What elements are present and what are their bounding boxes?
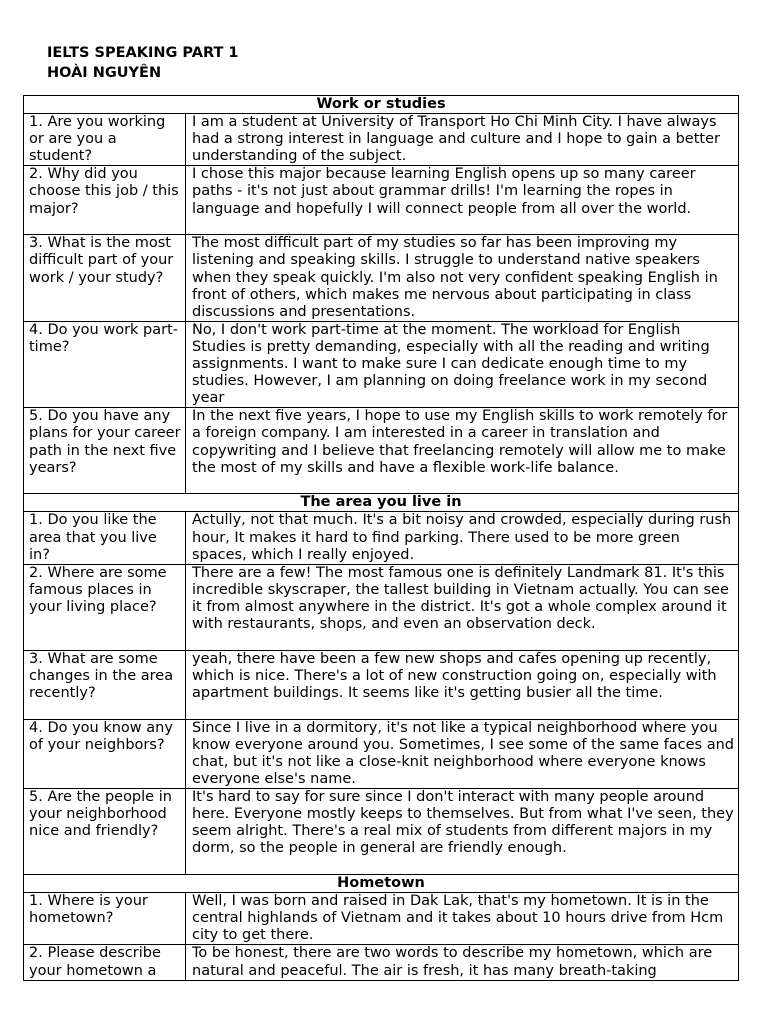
- question-cell: 5. Do you have any plans for your career path in the next five years?: [24, 408, 186, 494]
- answer-cell: I chose this major because learning English opens up so many career paths - it's not just about grammar drills! I'm learning the ropes in language and hopefully I will connect people from all over the world.: [186, 166, 739, 235]
- section-title: The area you live in: [24, 494, 739, 512]
- question-cell: 4. Do you work part-time?: [24, 321, 186, 407]
- author-name: HOÀI NGUYÊN: [47, 65, 162, 81]
- question-cell: 1. Do you like the area that you live in?: [24, 512, 186, 564]
- table-row: [24, 114, 739, 166]
- section-header-row: [24, 494, 739, 512]
- table-row: [24, 789, 739, 875]
- table-row: [24, 893, 739, 945]
- answer-cell: The most difficult part of my studies so far has been improving my listening and speaking skills. I struggle to understand native speakers when they speak quickly. I'm also not very confident speaking English in front of others, which makes me nervous about participating in class discussions and presentations.: [186, 235, 739, 321]
- answer-cell: To be honest, there are two words to describe my hometown, which are natural and peaceful. The air is fresh, it has many breath-taking: [186, 945, 739, 980]
- question-cell: 2. Why did you choose this job / this major?: [24, 166, 186, 235]
- question-cell: 2. Where are some famous places in your living place?: [24, 564, 186, 650]
- answer-cell: There are a few! The most famous one is definitely Landmark 81. It's this incredible skyscraper, the tallest building in Vietnam actually. You can see it from almost anywhere in the district. It's got a whole complex around it with restaurants, shops, and even an observation deck.: [186, 564, 739, 650]
- answer-cell: Actully, not that much. It's a bit noisy and crowded, especially during rush hour, It makes it hard to find parking. There used to be more green spaces, which I really enjoyed.: [186, 512, 739, 564]
- question-cell: 4. Do you know any of your neighbors?: [24, 719, 186, 788]
- table-row: [24, 235, 739, 321]
- section-header-row: [24, 96, 739, 114]
- answer-cell: I am a student at University of Transport Ho Chi Minh City. I have always had a strong interest in language and culture and I hope to gain a better understanding of the subject.: [186, 114, 739, 166]
- document-header: [47, 43, 239, 83]
- answer-cell: No, I don't work part-time at the moment. The workload for English Studies is pretty demanding, especially with all the reading and writing assignments. I want to make sure I can dedicate enough time to my studies. However, I am planning on doing freelance work in my second year: [186, 321, 739, 407]
- question-cell: 1. Are you working or are you a student?: [24, 114, 186, 166]
- qa-table: [23, 95, 739, 981]
- answer-cell: Since I live in a dormitory, it's not like a typical neighborhood where you know everyone around you. Sometimes, I see some of the same faces and chat, but it's not like a close-knit neighborhood where everyone knows everyone else's name.: [186, 719, 739, 788]
- question-cell: 5. Are the people in your neighborhood nice and friendly?: [24, 789, 186, 875]
- table-row: [24, 321, 739, 407]
- question-cell: 3. What is the most difficult part of your work / your study?: [24, 235, 186, 321]
- answer-cell: Well, I was born and raised in Dak Lak, that's my hometown. It is in the central highlands of Vietnam and it takes about 10 hours drive from Hcm city to get there.: [186, 893, 739, 945]
- document-title: IELTS SPEAKING PART 1: [47, 45, 239, 61]
- table-row: [24, 564, 739, 650]
- table-row: [24, 719, 739, 788]
- table-row: [24, 512, 739, 564]
- question-cell: 3. What are some changes in the area recently?: [24, 650, 186, 719]
- question-cell: 1. Where is your hometown?: [24, 893, 186, 945]
- section-title: Work or studies: [24, 96, 739, 114]
- answer-cell: yeah, there have been a few new shops and cafes opening up recently, which is nice. There's a lot of new construction going on, especially with apartment buildings. It seems like it's getting busier all the time.: [186, 650, 739, 719]
- table-row: [24, 408, 739, 494]
- section-title: Hometown: [24, 875, 739, 893]
- table-row: [24, 650, 739, 719]
- table-row: [24, 945, 739, 980]
- question-cell: 2. Please describe your hometown a: [24, 945, 186, 980]
- answer-cell: In the next five years, I hope to use my English skills to work remotely for a foreign company. I am interested in a career in translation and copywriting and I believe that freelancing remotely will allow me to make the most of my skills and have a flexible work-life balance.: [186, 408, 739, 494]
- section-header-row: [24, 875, 739, 893]
- answer-cell: It's hard to say for sure since I don't interact with many people around here. Everyone mostly keeps to themselves. But from what I've seen, they seem alright. There's a real mix of students from different majors in my dorm, so the people in general are friendly enough.: [186, 789, 739, 875]
- table-row: [24, 166, 739, 235]
